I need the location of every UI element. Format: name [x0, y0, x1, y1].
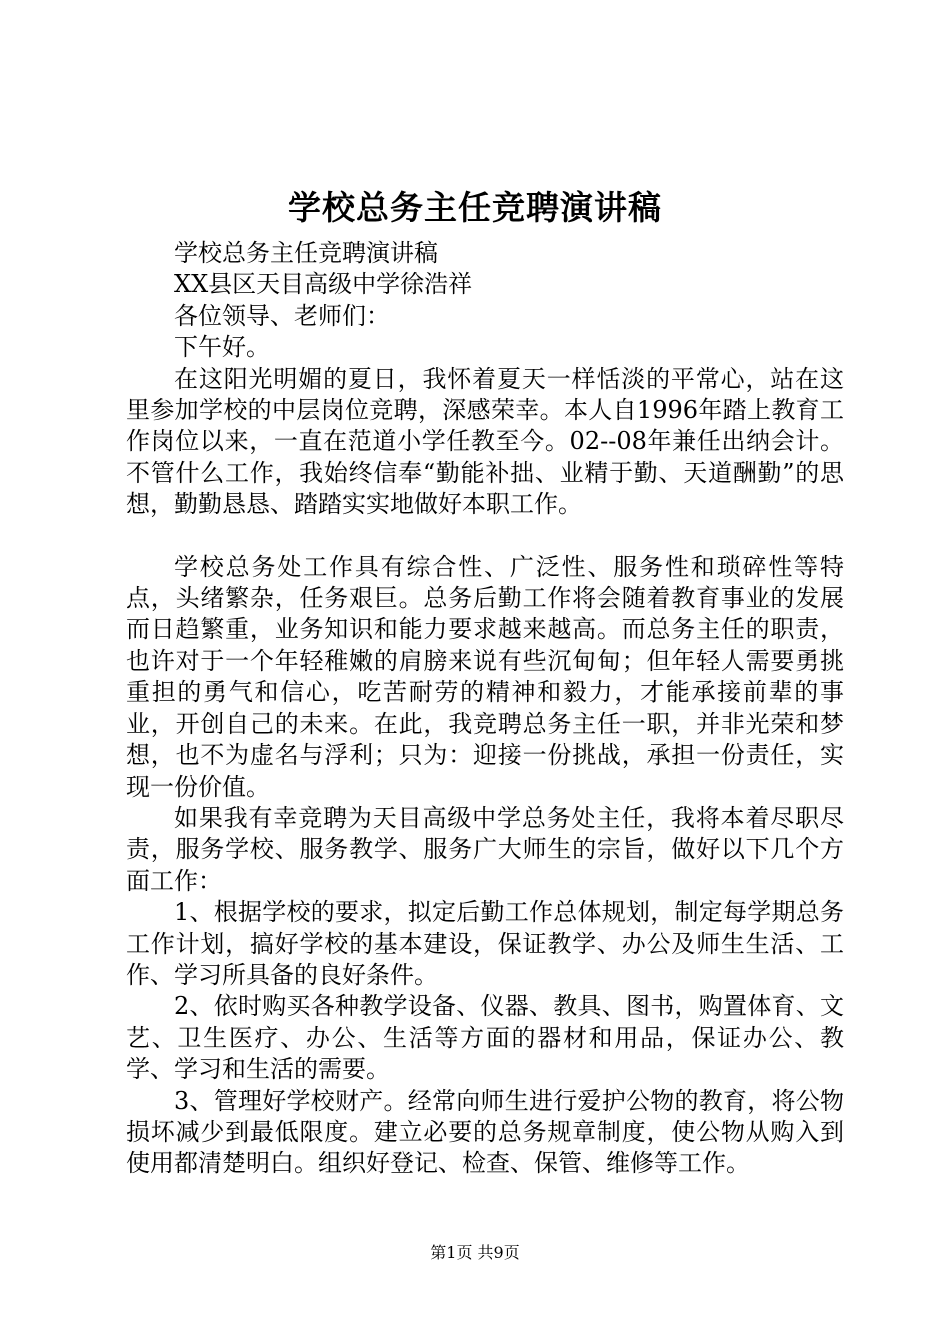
paragraph-subtitle: 学校总务主任竞聘演讲稿: [174, 239, 438, 267]
paragraph-introduction: 在这阳光明媚的夏日，我怀着夏天一样恬淡的平常心，站在这里参加学校的中层岗位竞聘，深感荣幸。本人自1996年踏上教育工作岗位以来，一直在范道小学任教至今。02--08年兼任出纳会计。不管什么工作，我始终信奉“勤能补拙、业精于勤、天道酬勤”的思想，勤勤恳恳、踏踏实实地做好本职工作。: [126, 364, 844, 519]
paragraph-item-2: 2、依时购买各种教学设备、仪器、教具、图书，购置体育、文艺、卫生医疗、办公、生活等方面的器材和用品，保证办公、教学、学习和生活的需要。: [126, 992, 844, 1084]
page-number-footer: 第1页 共9页: [430, 1243, 520, 1262]
paragraph-item-3: 3、管理好学校财产。经常向师生进行爱护公物的教育，将公物损坏减少到最低限度。建立必要的总务规章制度，使公物从购入到使用都清楚明白。组织好登记、检查、保管、维修等工作。: [126, 1086, 844, 1178]
paragraph-salutation: 各位领导、老师们：: [174, 301, 390, 330]
paragraph-commitment: 如果我有幸竞聘为天目高级中学总务处主任，我将本着尽职尽责，服务学校、服务教学、服务广大师生的宗旨，做好以下几个方面工作：: [126, 803, 844, 895]
paragraph-item-1: 1、根据学校的要求，拟定后勤工作总体规划，制定每学期总务工作计划，搞好学校的基本建设，保证教学、办公及师生生活、工作、学习所具备的良好条件。: [126, 898, 844, 989]
paragraph-author: XX县区天目高级中学徐浩祥: [174, 270, 473, 299]
paragraph-greeting: 下午好。: [174, 333, 270, 362]
document-title: 学校总务主任竞聘演讲稿: [288, 188, 662, 227]
document-body: [126, 238, 844, 1180]
paragraph-duties: 学校总务处工作具有综合性、广泛性、服务性和琐碎性等特点，头绪繁杂，任务艰巨。总务后勤工作将会随着教育事业的发展而日趋繁重，业务知识和能力要求越来越高。而总务主任的职责，也许对于一个年轻稚嫩的肩膀来说有些沉甸甸；但年轻人需要勇挑重担的勇气和信心，吃苦耐劳的精神和毅力，才能承接前辈的事业，开创自己的未来。在此，我竞聘总务主任一职，并非光荣和梦想，也不为虚名与浮利；只为：迎接一份挑战，承担一份责任，实现一份价值。: [126, 552, 844, 801]
